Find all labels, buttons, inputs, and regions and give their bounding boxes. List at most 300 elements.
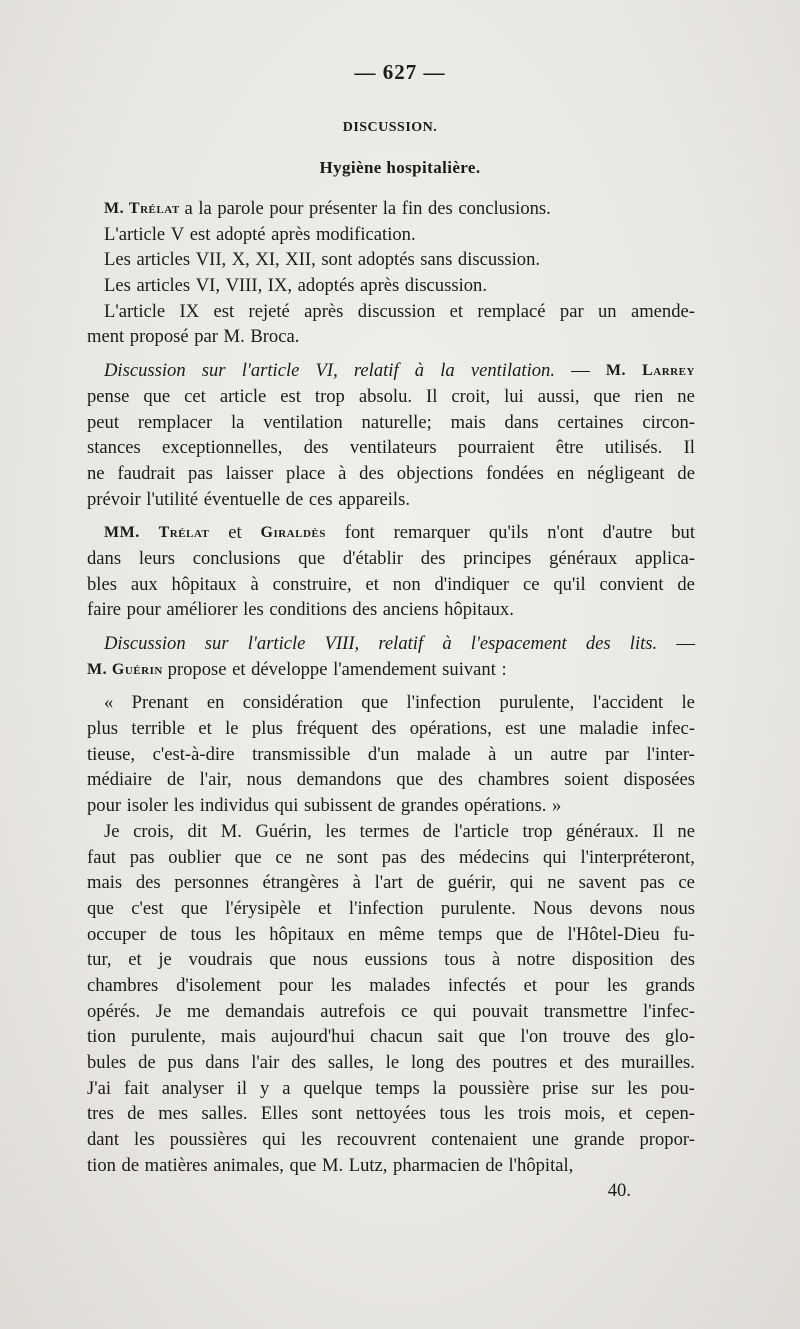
word: la: [440, 360, 455, 382]
word: Larrey: [642, 362, 695, 380]
word: adoptés: [297, 275, 355, 297]
word: poussière: [459, 1077, 530, 1099]
word: l'air,: [199, 769, 232, 791]
word: et: [198, 718, 212, 740]
word: MM.: [104, 524, 140, 542]
word: a: [282, 1077, 291, 1099]
word: trois: [517, 1103, 551, 1125]
word: l'article: [453, 820, 509, 842]
word: prise: [542, 1077, 579, 1099]
word: des: [420, 547, 446, 569]
word: isoler: [126, 795, 168, 817]
paragraph: [87, 631, 695, 682]
word: VII,: [195, 249, 227, 271]
subsection-title: Hygiène hospitalière.: [319, 158, 481, 177]
word: tous: [439, 1103, 471, 1125]
word: VI,: [315, 360, 338, 382]
word: transmissible: [252, 743, 351, 765]
text-line: [87, 222, 695, 248]
word: disposition: [571, 949, 654, 971]
text-line: [87, 196, 695, 222]
word: d'un: [367, 743, 400, 765]
word: sont: [311, 1103, 343, 1125]
word: les: [483, 1103, 505, 1125]
word: et: [523, 974, 538, 996]
word: l'infection: [406, 692, 482, 714]
word: cepen-: [645, 1103, 695, 1125]
word: et: [318, 897, 332, 919]
word: tous: [444, 949, 476, 971]
word: la: [382, 198, 397, 219]
word: ces: [308, 488, 333, 510]
word: plus: [87, 718, 118, 740]
word: prévoir: [87, 488, 141, 510]
word: que: [361, 692, 389, 714]
word: infectés: [448, 974, 506, 996]
word: cet: [184, 385, 206, 407]
word: infec-: [651, 718, 695, 740]
word: M.: [605, 362, 626, 380]
word: Trélat: [158, 524, 210, 542]
word: objections: [396, 462, 474, 484]
word: des: [585, 633, 611, 654]
word: c'est-à-dire: [152, 743, 235, 765]
word: pou-: [660, 1077, 695, 1099]
word: d'autre: [602, 522, 653, 544]
word: circon-: [642, 411, 695, 433]
word: nettoyées: [355, 1103, 427, 1125]
word: discussion: [357, 300, 436, 322]
word: utilisés.: [604, 437, 663, 459]
word: poutres: [492, 1052, 548, 1073]
word: sur: [201, 360, 226, 382]
text-line: [87, 273, 695, 299]
paragraph: [87, 358, 695, 512]
word: ne: [677, 820, 695, 842]
word: que: [495, 923, 523, 945]
word: modification.: [315, 223, 416, 245]
word: l'art: [374, 872, 403, 894]
word: à: [442, 633, 452, 654]
word: l'air: [251, 1052, 280, 1073]
word: animales,: [213, 1154, 284, 1176]
word: X,: [231, 249, 250, 271]
word: laisser: [225, 462, 274, 484]
word: Discussion: [104, 360, 186, 382]
word: des: [625, 1026, 650, 1048]
word: que: [269, 949, 297, 971]
word: croit,: [451, 385, 491, 407]
text-line: [87, 487, 695, 513]
word: après: [271, 223, 311, 245]
word: VIII,: [225, 275, 263, 297]
word: d'établir: [342, 547, 403, 569]
word: dans: [87, 547, 122, 569]
word: sait: [437, 1026, 464, 1048]
word: pourraient: [457, 437, 535, 459]
word: principes: [463, 547, 532, 569]
text-line: [87, 324, 695, 350]
word: lui: [504, 385, 524, 407]
word: malade: [416, 743, 471, 765]
word: M.: [87, 660, 108, 678]
word: à: [414, 360, 425, 382]
word: les: [134, 1129, 155, 1151]
word: présenter: [309, 198, 378, 219]
word: de: [416, 872, 435, 894]
word: ment: [87, 326, 125, 348]
word: à: [338, 462, 347, 484]
word: être: [555, 437, 584, 459]
word: matières: [144, 1154, 208, 1176]
word: mais: [450, 411, 486, 433]
word: pour: [269, 198, 304, 219]
word: dit: [187, 820, 208, 842]
word: aujourd'hui: [271, 1026, 355, 1048]
word: M.: [220, 820, 242, 842]
word: hôpitaux: [269, 923, 335, 945]
word: Broca.: [250, 326, 300, 348]
word: M.: [104, 200, 125, 217]
word: rien: [634, 385, 664, 407]
text-line: [87, 742, 695, 768]
text-line: [87, 1050, 695, 1076]
text-line: [87, 461, 695, 487]
word: Il: [426, 385, 438, 407]
word: de: [677, 462, 695, 484]
word: pas: [129, 846, 155, 868]
word: ventilation: [263, 411, 343, 433]
word: pour: [87, 795, 122, 817]
word: aussi,: [537, 385, 580, 407]
word: notre: [516, 949, 556, 971]
word: de: [285, 488, 304, 510]
word: généraux.: [566, 820, 639, 842]
word: long: [410, 1052, 445, 1073]
word: négligeant: [587, 462, 665, 484]
word: fu-: [673, 923, 695, 945]
word: des: [359, 462, 384, 484]
word: en: [206, 692, 225, 714]
word: à: [488, 743, 497, 765]
word: après: [304, 300, 344, 322]
word: IX,: [267, 275, 293, 297]
word: des: [135, 872, 161, 894]
word: des: [438, 769, 464, 791]
word: amende-: [630, 300, 695, 322]
word: des: [371, 718, 397, 740]
text-line: [87, 947, 695, 973]
word: est: [213, 300, 235, 322]
word: de: [485, 1154, 503, 1176]
word: Les: [104, 249, 131, 271]
word: XII,: [285, 249, 316, 271]
text-line: [87, 520, 695, 546]
word: ce: [678, 872, 695, 894]
word: adoptés: [357, 249, 415, 271]
word: grandes: [400, 795, 459, 817]
word: des: [303, 437, 329, 459]
text-line: [87, 1101, 695, 1127]
word: en: [347, 923, 366, 945]
paragraph: [87, 819, 695, 1179]
word: dans: [205, 1052, 240, 1073]
word: —: [676, 633, 695, 654]
word: des: [427, 198, 453, 219]
word: Discussion: [104, 633, 186, 654]
word: Il: [683, 437, 695, 459]
word: que: [396, 769, 424, 791]
paragraph: [87, 222, 695, 248]
word: peut: [87, 411, 120, 433]
word: pouvait: [472, 1000, 529, 1022]
word: soient: [564, 769, 609, 791]
word: absolu.: [358, 385, 413, 407]
word: propose: [167, 658, 227, 680]
paragraph: [87, 299, 695, 350]
text-line: [87, 631, 695, 657]
word: exceptionnelles,: [162, 437, 283, 459]
word: Trélat: [128, 200, 180, 217]
text-line: [87, 435, 695, 461]
word: place: [286, 462, 326, 484]
word: remarquer: [393, 522, 470, 544]
word: le: [681, 692, 695, 714]
word: Elles: [260, 1103, 299, 1125]
word: mes: [158, 1103, 189, 1125]
word: la: [198, 198, 212, 219]
word: propor-: [639, 1129, 695, 1151]
word: mois,: [564, 1103, 606, 1125]
word: qui: [509, 872, 534, 894]
word: les: [606, 974, 628, 996]
word: sur: [204, 633, 229, 654]
word: médecins: [458, 846, 530, 868]
word: nous: [659, 897, 695, 919]
word: faire: [87, 599, 122, 621]
word: glo-: [664, 1026, 695, 1048]
word: guérir,: [447, 872, 497, 894]
word: Je: [104, 820, 120, 842]
word: ce: [275, 846, 292, 868]
word: terrible: [131, 718, 186, 740]
word: par: [194, 326, 218, 348]
text-line: [87, 896, 695, 922]
word: les: [173, 795, 195, 817]
word: chambres: [478, 769, 550, 791]
word: améliorer: [166, 599, 238, 621]
word: remplacer: [137, 411, 213, 433]
word: relatif: [353, 360, 399, 382]
word: quelque: [303, 1077, 363, 1099]
word: ce: [522, 573, 540, 595]
word: :: [501, 658, 507, 680]
word: XI,: [255, 249, 280, 271]
word: bles: [87, 573, 117, 595]
word: une: [539, 718, 566, 740]
word: discussion.: [457, 249, 541, 271]
word: L'article: [104, 300, 166, 322]
word: l'Hôtel-Dieu: [567, 923, 660, 945]
word: contenaient: [431, 1129, 517, 1151]
signature-mark-text: 40.: [607, 1180, 631, 1202]
word: «: [104, 692, 114, 714]
word: VIII,: [324, 633, 360, 654]
word: articles: [136, 249, 191, 271]
word: opérés.: [87, 1000, 141, 1022]
word: malades: [369, 974, 431, 996]
word: l'interpréteront,: [580, 846, 695, 868]
word: chambres: [87, 974, 159, 996]
word: de: [377, 795, 396, 817]
text-line: [87, 1127, 695, 1153]
word: purulente.: [440, 897, 516, 919]
word: éventuelle: [203, 488, 281, 510]
text-line: [87, 973, 695, 999]
word: Guérin: [111, 660, 163, 678]
word: pas: [381, 846, 407, 868]
word: ne: [547, 872, 565, 894]
word: me: [186, 1000, 210, 1022]
word: nous: [246, 769, 282, 791]
word: termes: [359, 820, 410, 842]
paragraph: [87, 273, 695, 299]
word: transmettre: [543, 1000, 628, 1022]
word: et: [559, 1052, 573, 1073]
text-line: [87, 247, 695, 273]
word: de: [138, 1052, 156, 1073]
word: des: [420, 846, 446, 868]
body-text: [87, 196, 695, 1204]
word: par: [605, 743, 629, 765]
text-line: [87, 819, 695, 845]
word: oublier: [168, 846, 221, 868]
word: temps: [437, 923, 483, 945]
text-line: [87, 299, 695, 325]
word: demandais: [225, 1000, 305, 1022]
word: Lutz,: [348, 1154, 388, 1176]
word: de: [167, 769, 185, 791]
word: opérations.: [464, 795, 547, 817]
word: tres: [87, 1103, 114, 1125]
word: sur: [591, 1077, 615, 1099]
word: anciens: [382, 599, 439, 621]
word: généraux: [549, 547, 618, 569]
word: l'on: [520, 1026, 548, 1048]
word: que: [478, 1026, 506, 1048]
word: à: [352, 872, 361, 894]
word: l'article: [241, 360, 300, 382]
word: bules: [87, 1052, 127, 1073]
word: médiaire: [87, 769, 153, 791]
text-line: [87, 999, 695, 1025]
word: pour: [554, 974, 590, 996]
word: même: [378, 923, 425, 945]
word: l'article: [247, 633, 306, 654]
text-line: [87, 922, 695, 948]
text-line: [87, 1076, 695, 1102]
word: de: [159, 923, 177, 945]
word: M.: [223, 326, 245, 348]
word: l'infec-: [643, 1000, 695, 1022]
word: conditions: [269, 599, 347, 621]
text-line: [87, 546, 695, 572]
word: qui: [433, 1000, 457, 1022]
word: appareils.: [338, 488, 410, 510]
word: subissent: [303, 795, 373, 817]
word: parole: [217, 198, 264, 219]
word: pus: [167, 1052, 194, 1073]
word: tieuse,: [87, 743, 136, 765]
text-line: [87, 793, 695, 819]
word: »: [551, 795, 562, 817]
word: personnes: [174, 872, 249, 894]
word: purulente,: [130, 1026, 206, 1048]
word: est: [280, 385, 301, 407]
word: grands: [645, 974, 695, 996]
word: les: [330, 974, 352, 996]
word: mais: [87, 872, 123, 894]
word: autrefois: [320, 1000, 386, 1022]
word: hôpitaux.: [444, 599, 514, 621]
word: l'espacement: [470, 633, 567, 654]
word: l'érysipèle: [225, 897, 301, 919]
word: à: [250, 573, 259, 595]
word: par: [559, 300, 584, 322]
word: qui: [274, 795, 299, 817]
word: de: [536, 923, 554, 945]
word: Guérin,: [255, 820, 312, 842]
word: maladie: [579, 718, 639, 740]
word: hôpitaux: [171, 573, 237, 595]
word: L'article: [104, 223, 166, 245]
word: des: [670, 949, 695, 971]
word: devons: [589, 897, 643, 919]
word: d'indiquer: [434, 573, 510, 595]
word: mais: [220, 1026, 256, 1048]
word: sans: [420, 249, 453, 271]
word: naturelle;: [361, 411, 432, 433]
text-line: [87, 845, 695, 871]
word: l'hôpital,: [508, 1154, 574, 1176]
word: que: [143, 385, 171, 407]
word: que: [593, 385, 621, 407]
word: opérations,: [409, 718, 492, 740]
word: il: [236, 1077, 247, 1099]
word: et: [449, 300, 464, 322]
word: suivant: [442, 658, 496, 680]
word: aux: [130, 573, 158, 595]
word: conclusions: [192, 547, 281, 569]
text-line: [87, 690, 695, 716]
word: rejeté: [248, 300, 290, 322]
word: dant: [87, 1129, 120, 1151]
word: proposé: [129, 326, 189, 348]
word: de: [127, 1103, 145, 1125]
word: discussion.: [404, 275, 487, 297]
word: considération: [242, 692, 343, 714]
word: après: [360, 275, 400, 297]
word: qui: [542, 846, 567, 868]
word: nous: [312, 949, 348, 971]
word: leurs: [138, 547, 175, 569]
word: Nous: [533, 897, 573, 919]
word: J'ai: [87, 1077, 112, 1099]
word: crois,: [133, 820, 174, 842]
word: lits.: [629, 633, 658, 654]
word: murailles.: [621, 1052, 695, 1073]
word: article: [219, 385, 267, 407]
